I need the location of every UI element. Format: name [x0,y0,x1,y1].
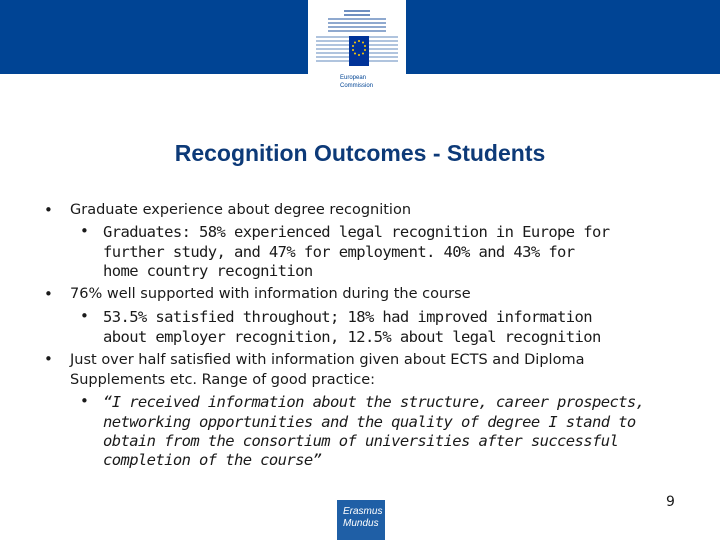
page-number: 9 [666,494,675,510]
bullet-1-sub-line-3: home country recognition [103,262,313,280]
quote-line-4: completion of the course” [103,451,322,469]
bullet-dot: • [44,285,53,303]
erasmus-mundus-logo [337,500,385,540]
quote-line-1: “I received information about the structure, career prospects, [103,393,645,411]
bullet-3-line-2: Supplements etc. Range of good practice: [70,372,376,388]
logo-text [340,74,373,90]
bullet-dot: • [44,201,53,219]
quote-line-2: networking opportunities and the quality of degree I stand to [103,413,636,431]
erasmus-logo-line-2: Mundus [343,518,379,529]
bullet-dot: • [44,350,53,368]
bullet-3-line-1: Just over half satisfied with information given about ECTS and Diploma [70,352,585,368]
logo-line-1: European [340,75,367,81]
bullet-1-text: Graduate experience about degree recognition [70,202,412,218]
european-commission-logo [308,0,406,96]
page-title: Recognition Outcomes - Students [174,140,546,166]
quote-line-3: obtain from the consortium of universities after successful [103,432,619,450]
bullet-2-sub-line-2: about employer recognition, 12.5% about legal recognition [103,328,601,346]
sub-bullet-dot: • [80,392,89,410]
logo-line-2: Commission [340,83,374,89]
sub-bullet-dot: • [80,307,89,325]
bullet-2-text: 76% well supported with information during the course [70,286,471,302]
bullet-1-sub-line-2: further study, and 47% for employment. 40% and 43% for [103,243,575,261]
erasmus-logo-line-1: Erasmus [343,506,383,517]
bullet-2-sub-line-1: 53.5% satisfied throughout; 18% had improved information [103,308,592,326]
sub-bullet-dot: • [80,222,89,240]
bullet-1-sub-line-1: Graduates: 58% experienced legal recognition in Europe for [103,223,610,241]
